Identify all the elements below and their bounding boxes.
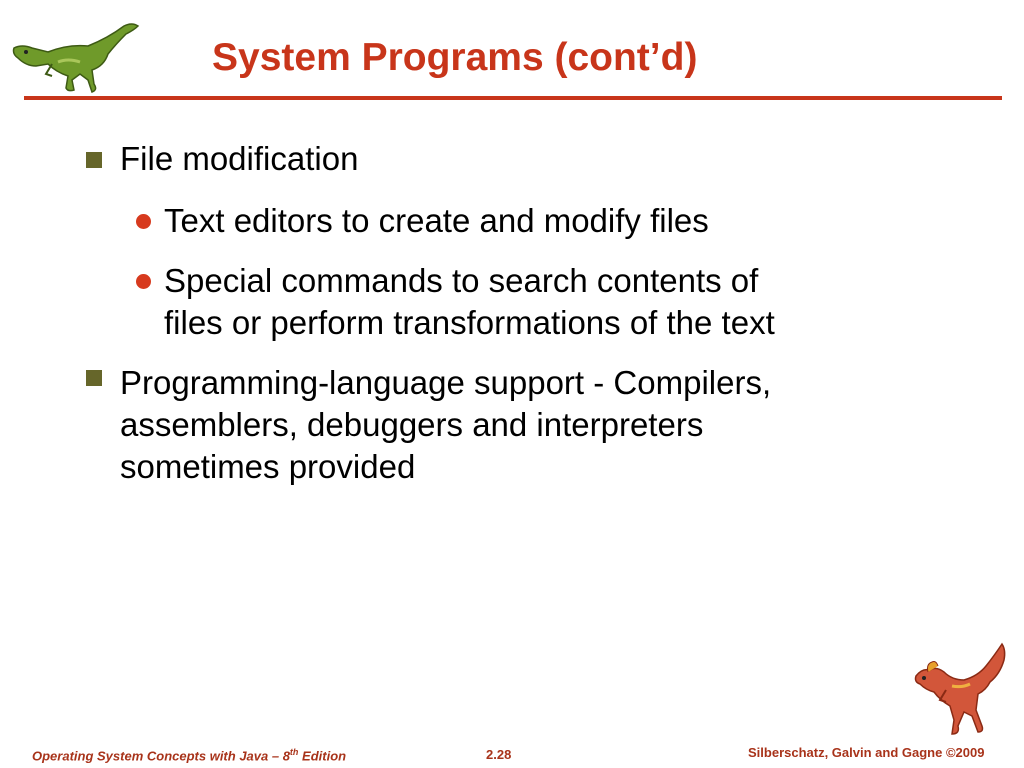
bullet-file-modification: File modification xyxy=(120,140,359,177)
footer-copyright: Silberschatz, Galvin and Gagne ©2009 xyxy=(748,745,985,760)
square-bullet-icon xyxy=(86,370,102,386)
bullet-programming-support-line-3: sometimes provided xyxy=(120,448,416,485)
sub-bullet-special-commands-line-2: files or perform transformations of the text xyxy=(164,304,775,341)
bullet-programming-support-line-2: assemblers, debuggers and interpreters xyxy=(120,406,704,443)
round-bullet-icon xyxy=(136,214,151,229)
red-dinosaur-icon xyxy=(906,640,1010,748)
footer-page-number: 2.28 xyxy=(486,747,512,762)
bullet-programming-support-line-1: Programming-language support - Compilers, xyxy=(120,364,772,401)
sub-bullet-special-commands-line-1: Special commands to search contents of xyxy=(164,262,759,299)
footer-book-title: Operating System Concepts with Java – 8th Edition xyxy=(32,747,347,764)
slide-title: System Programs (cont’d) xyxy=(212,36,698,79)
round-bullet-icon xyxy=(136,274,151,289)
sub-bullet-text-editors: Text editors to create and modify files xyxy=(164,202,709,239)
square-bullet-icon xyxy=(86,152,102,168)
